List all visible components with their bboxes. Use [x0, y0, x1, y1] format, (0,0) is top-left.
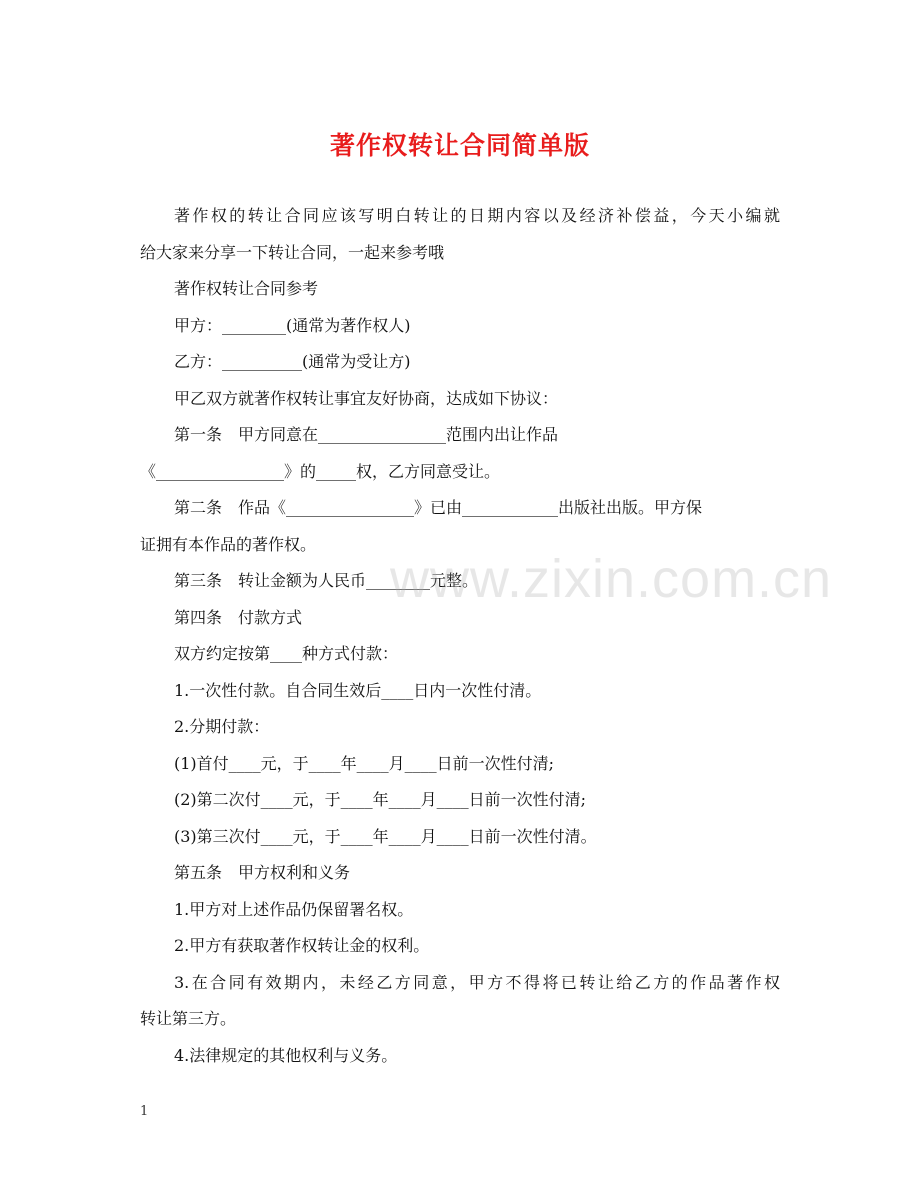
installment-3: (3)第三次付____元，于____年____月____日前一次性付清。 [174, 826, 597, 846]
installment-2: (2)第二次付____元，于____年____月____日前一次性付清; [174, 790, 587, 809]
article-5-item-4: 4.法律规定的其他权利与义务。 [174, 1045, 398, 1065]
article-4-heading: 第四条 付款方式 [174, 607, 303, 627]
party-b-line: 乙方：__________(通常为受让方) [174, 352, 411, 371]
document-title: 著作权转让合同简单版 [329, 131, 590, 160]
page-number: 1 [140, 1104, 149, 1119]
document-body [140, 206, 780, 1082]
intro-paragraph-line-1: 著作权的转让合同应该写明白转让的日期内容以及经济补偿益，今天小编就 [174, 206, 780, 225]
intro-paragraph-line-2: 给大家来分享一下转让合同，一起来参考哦 [140, 242, 445, 262]
party-a-line: 甲方：________(通常为著作权人) [174, 315, 411, 335]
article-5-item-2: 2.甲方有获取著作权转让金的权利。 [174, 936, 430, 955]
article-5-item-3-line-2: 转让第三方。 [140, 1009, 237, 1028]
article-2-line-2: 证拥有本作品的著作权。 [140, 534, 317, 554]
article-1-line-1: 第一条 甲方同意在________________范围内出让作品 [174, 425, 559, 444]
article-5-item-3-line-1: 3.在合同有效期内，未经乙方同意，甲方不得将已转让给乙方的作品著作权 [174, 972, 780, 992]
payment-option-1: 1.一次性付款。自合同生效后____日内一次性付清。 [174, 680, 542, 700]
article-3: 第三条 转让金额为人民币________元整。 [174, 571, 479, 590]
watermark: www.zixin.com.cn [390, 549, 833, 609]
article-1-line-2: 《________________》的_____权，乙方同意受让。 [140, 461, 501, 481]
payment-method-line: 双方约定按第____种方式付款： [174, 644, 399, 663]
installment-1: (1)首付____元，于____年____月____日前一次性付清; [174, 753, 555, 773]
article-5-item-1: 1.甲方对上述作品仍保留署名权。 [174, 899, 414, 919]
section-heading: 著作权转让合同参考 [174, 279, 319, 298]
article-5-heading: 第五条 甲方权利和义务 [174, 863, 351, 882]
agreement-intro: 甲乙双方就著作权转让事宜友好协商，达成如下协议： [174, 388, 559, 408]
payment-option-2: 2.分期付款： [174, 717, 270, 736]
article-2-line-1: 第二条 作品《________________》已由____________出版社出版。甲方保 [174, 498, 703, 517]
